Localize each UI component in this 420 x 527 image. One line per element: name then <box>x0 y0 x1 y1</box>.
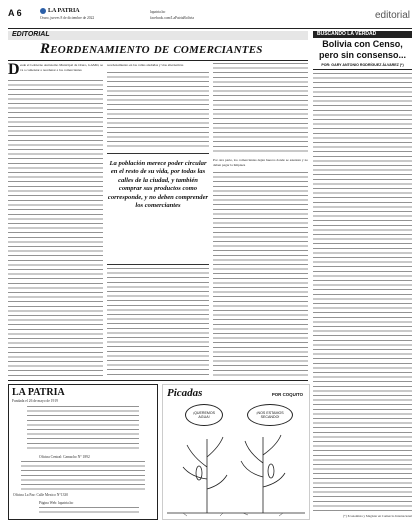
column-footer: (*) Economista y Magíster en Comercio Internacional <box>343 514 412 518</box>
staff-founded: Fundada el 26 de mayo de 1919 <box>12 399 58 403</box>
globe-icon <box>40 8 46 14</box>
editorial-opening: esde el Gobierno Autónomo Municipal de Oruro, GAMO, se va a comenzar a reordenar a los comerciantes <box>20 63 103 72</box>
drop-cap: D <box>8 61 20 78</box>
pull-quote-text: La población merece poder circular en el resto de su vida, por todas las calles de la ciudad, y también comprar sus productos como corresponde, y no deben comprender los comerciantes <box>107 160 209 210</box>
staff-contacts <box>21 461 145 491</box>
column-byline: POR: GARY ANTONIO RODRÍGUEZ ÁLVAREZ (*) <box>321 63 404 67</box>
editorial-col1-lower <box>8 200 103 376</box>
header-rule <box>8 28 412 29</box>
editorial-col3-opening: Por otra parte, los comerciantes dejan huecos donde se asientan y no deben pagar la limpieza <box>213 158 308 167</box>
column-byline-rule <box>313 69 412 70</box>
editorial-col3-upper <box>213 63 308 153</box>
editorial-kicker: EDITORIAL <box>12 31 50 38</box>
speech-bubble-left <box>185 404 223 426</box>
staff-legal <box>39 507 139 516</box>
column-title-line1: Bolivia con Censo, <box>322 39 403 49</box>
column-kicker-bar <box>313 31 412 38</box>
editorial-title: Reordenamiento de comerciantes <box>40 41 263 57</box>
corn-plant-right <box>241 435 285 513</box>
column-body <box>313 73 412 511</box>
staff-list <box>27 406 139 452</box>
staff-address-2: Oficina La Paz: Calle Mexico N°1330 <box>13 493 69 497</box>
header-date: Oruro, jueves 8 de diciembre de 2022 <box>40 16 95 20</box>
page-header <box>0 8 420 28</box>
editorial-title-rule <box>8 60 308 61</box>
editorial-col2-lower <box>107 268 209 376</box>
section-label: editorial <box>374 10 410 21</box>
speech-bubble-right <box>247 404 293 426</box>
column-title-line2: pero sin consenso... <box>318 50 407 60</box>
staff-address-1: Oficina Central: Camacho N° 1892 <box>39 455 90 459</box>
editorial-col2-opening: reordenamiento en las calles aledañas y vías alternativas <box>107 63 184 67</box>
page-number: A 6 <box>8 8 22 18</box>
column-kicker: BUSCANDO LA VERDAD <box>317 31 377 37</box>
cartoon-byline: POR COQUITO <box>271 392 303 397</box>
cartoon-drawing <box>163 427 309 517</box>
speech-bubble-left-text: ¡QUEREMOS AGUA! <box>192 410 216 419</box>
editorial-col2-text <box>107 72 209 150</box>
column-title <box>313 39 412 61</box>
masthead-logo: LA PATRIA <box>40 8 80 14</box>
speech-bubble-right-text: ¡NOS ESTAMOS SECANDO! <box>256 410 284 419</box>
editorial-kicker-bar <box>8 31 308 40</box>
cartoon-panel <box>162 384 310 520</box>
ground-cracks <box>183 513 283 516</box>
header-facebook[interactable]: facebook.com/LaPatriaBolivia <box>150 16 195 20</box>
staff-box <box>8 384 158 520</box>
editorial-col1-text <box>8 80 103 196</box>
corn-plant-left <box>183 437 227 513</box>
header-site[interactable]: lapatria.bo <box>150 10 166 14</box>
editorial-col3-text <box>213 172 308 376</box>
cartoon-title: Picadas <box>167 387 203 399</box>
staff-website[interactable]: Página Web: lapatria.bo <box>39 501 74 505</box>
pull-quote <box>107 153 209 265</box>
staff-masthead: LA PATRIA <box>12 387 65 398</box>
editorial-bottom-rule <box>8 380 308 381</box>
